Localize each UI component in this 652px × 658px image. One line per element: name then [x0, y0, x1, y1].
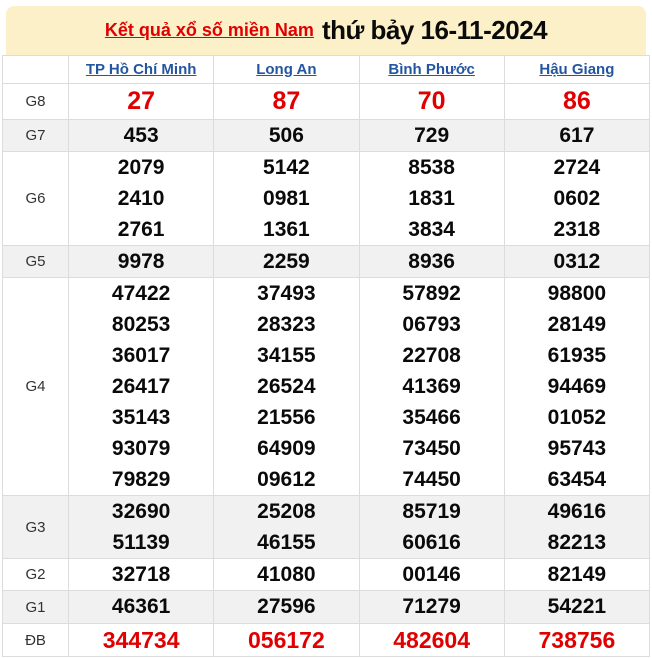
prize-label-ĐB: ĐB: [3, 624, 69, 657]
winning-number: 482604: [393, 627, 470, 653]
winning-number: 27: [127, 87, 156, 115]
prize-row-G2: [3, 559, 650, 591]
winning-number: 35143: [111, 406, 171, 429]
prize-label-G4: G4: [3, 278, 69, 496]
result-cell: [359, 591, 504, 624]
lottery-region-link[interactable]: Kết quả xổ số miền Nam: [104, 20, 314, 40]
result-cell: [504, 152, 649, 246]
winning-number: 617: [559, 124, 595, 147]
winning-number: 2761: [117, 218, 165, 241]
winning-number: 28149: [547, 313, 607, 336]
winning-number: 2318: [553, 218, 601, 241]
winning-number: 57892: [402, 282, 461, 305]
prize-row-G3: [3, 496, 650, 559]
prize-label-G7: G7: [3, 120, 69, 152]
province-link-haugiang[interactable]: Hậu Giang: [539, 60, 615, 78]
province-link-longan[interactable]: Long An: [256, 60, 317, 78]
result-cell: [69, 246, 214, 278]
result-cell: [214, 624, 359, 657]
winning-number: 2410: [117, 187, 165, 210]
result-cell: [214, 120, 359, 152]
result-cell: [359, 152, 504, 246]
winning-number: 60616: [402, 531, 461, 554]
prize-label-G8: G8: [3, 84, 69, 120]
winning-number: 28323: [257, 313, 316, 336]
winning-number: 34155: [257, 344, 316, 367]
prize-row-ĐB: [3, 624, 650, 657]
winning-number: 73450: [402, 437, 461, 460]
result-cell: [504, 624, 649, 657]
result-cell: [359, 278, 504, 496]
winning-number: 35466: [402, 406, 461, 429]
winning-number: 26524: [257, 375, 316, 398]
result-cell: [214, 591, 359, 624]
winning-number: 51139: [112, 531, 170, 554]
winning-number: 63454: [547, 468, 607, 491]
winning-number: 738756: [538, 627, 616, 653]
column-header-haugiang: [504, 56, 649, 84]
result-cell: [69, 496, 214, 559]
prize-label-G2: G2: [3, 559, 69, 591]
column-header-row: [3, 56, 650, 84]
winning-number: 49616: [547, 500, 607, 523]
prize-row-G8: [3, 84, 650, 120]
result-cell: [214, 246, 359, 278]
results-table-body: [3, 56, 650, 657]
result-cell: [504, 120, 649, 152]
winning-number: 22708: [402, 344, 461, 367]
prize-label-G5: G5: [3, 246, 69, 278]
winning-number: 46155: [257, 531, 316, 554]
province-link-tphcm[interactable]: TP Hồ Chí Minh: [85, 60, 197, 78]
winning-number: 47422: [111, 282, 171, 305]
winning-number: 26417: [111, 375, 171, 398]
winning-number: 06793: [402, 313, 461, 336]
winning-number: 46361: [111, 595, 171, 618]
winning-number: 506: [268, 124, 304, 147]
result-cell: [359, 246, 504, 278]
winning-number: 86: [562, 87, 591, 115]
winning-number: 94469: [547, 375, 607, 398]
result-cell: [359, 624, 504, 657]
winning-number: 0602: [553, 187, 601, 210]
winning-number: 729: [414, 124, 450, 147]
prize-row-G5: [3, 246, 650, 278]
draw-date: thứ bảy 16-11-2024: [321, 15, 548, 45]
results-table: [2, 55, 650, 657]
result-cell: [69, 84, 214, 120]
winning-number: 344734: [102, 627, 180, 653]
result-cell: [69, 624, 214, 657]
winning-number: 54221: [547, 595, 607, 618]
winning-number: 87: [272, 87, 301, 115]
province-link-binhphuoc[interactable]: Bình Phước: [388, 60, 475, 78]
result-cell: [504, 278, 649, 496]
prize-row-G6: [3, 152, 650, 246]
result-cell: [504, 246, 649, 278]
winning-number: 0312: [553, 250, 601, 273]
winning-number: 453: [123, 124, 159, 147]
result-cell: [214, 559, 359, 591]
winning-number: 82213: [547, 531, 607, 554]
winning-number: 5142: [263, 156, 310, 179]
winning-number: 85719: [402, 500, 461, 523]
winning-number: 70: [417, 87, 446, 115]
column-header-binhphuoc: [359, 56, 504, 84]
winning-number: 1361: [263, 218, 310, 241]
winning-number: 21556: [257, 406, 316, 429]
winning-number: 93079: [111, 437, 171, 460]
prize-row-G7: [3, 120, 650, 152]
winning-number: 0981: [263, 187, 310, 210]
winning-number: 2079: [117, 156, 165, 179]
corner-cell: [3, 56, 69, 84]
title-banner: [6, 6, 646, 55]
winning-number: 09612: [257, 468, 316, 491]
winning-number: 95743: [547, 437, 607, 460]
winning-number: 80253: [111, 313, 171, 336]
result-cell: [504, 84, 649, 120]
winning-number: 056172: [248, 627, 325, 653]
winning-number: 32690: [111, 500, 171, 523]
winning-number: 98800: [547, 282, 607, 305]
winning-number: 32718: [111, 563, 171, 586]
result-cell: [214, 152, 359, 246]
result-cell: [359, 84, 504, 120]
winning-number: 1831: [408, 187, 455, 210]
winning-number: 9978: [117, 250, 165, 273]
winning-number: 27596: [257, 595, 316, 618]
result-cell: [69, 152, 214, 246]
result-cell: [504, 559, 649, 591]
prize-row-G4: [3, 278, 650, 496]
winning-number: 01052: [547, 406, 607, 429]
winning-number: 64909: [257, 437, 316, 460]
winning-number: 37493: [257, 282, 316, 305]
winning-number: 36017: [111, 344, 171, 367]
winning-number: 41369: [402, 375, 461, 398]
result-cell: [359, 120, 504, 152]
prize-label-G1: G1: [3, 591, 69, 624]
result-cell: [214, 84, 359, 120]
result-cell: [504, 591, 649, 624]
column-header-tphcm: [69, 56, 214, 84]
winning-number: 2259: [263, 250, 310, 273]
winning-number: 41080: [257, 563, 316, 586]
winning-number: 79829: [111, 468, 171, 491]
column-header-longan: [214, 56, 359, 84]
prize-row-G1: [3, 591, 650, 624]
result-cell: [69, 120, 214, 152]
winning-number: 74450: [402, 468, 461, 491]
winning-number: 8936: [408, 250, 455, 273]
winning-number: 8538: [408, 156, 455, 179]
winning-number: 3834: [408, 218, 455, 241]
result-cell: [69, 278, 214, 496]
winning-number: 82149: [547, 563, 607, 586]
result-cell: [69, 591, 214, 624]
prize-label-G3: G3: [3, 496, 69, 559]
result-cell: [504, 496, 649, 559]
result-cell: [359, 559, 504, 591]
winning-number: 61935: [547, 344, 607, 367]
result-cell: [214, 278, 359, 496]
winning-number: 25208: [257, 500, 316, 523]
result-cell: [69, 559, 214, 591]
winning-number: 71279: [402, 595, 461, 618]
prize-label-G6: G6: [3, 152, 69, 246]
result-cell: [214, 496, 359, 559]
winning-number: 2724: [553, 156, 601, 179]
result-cell: [359, 496, 504, 559]
winning-number: 00146: [402, 563, 461, 586]
